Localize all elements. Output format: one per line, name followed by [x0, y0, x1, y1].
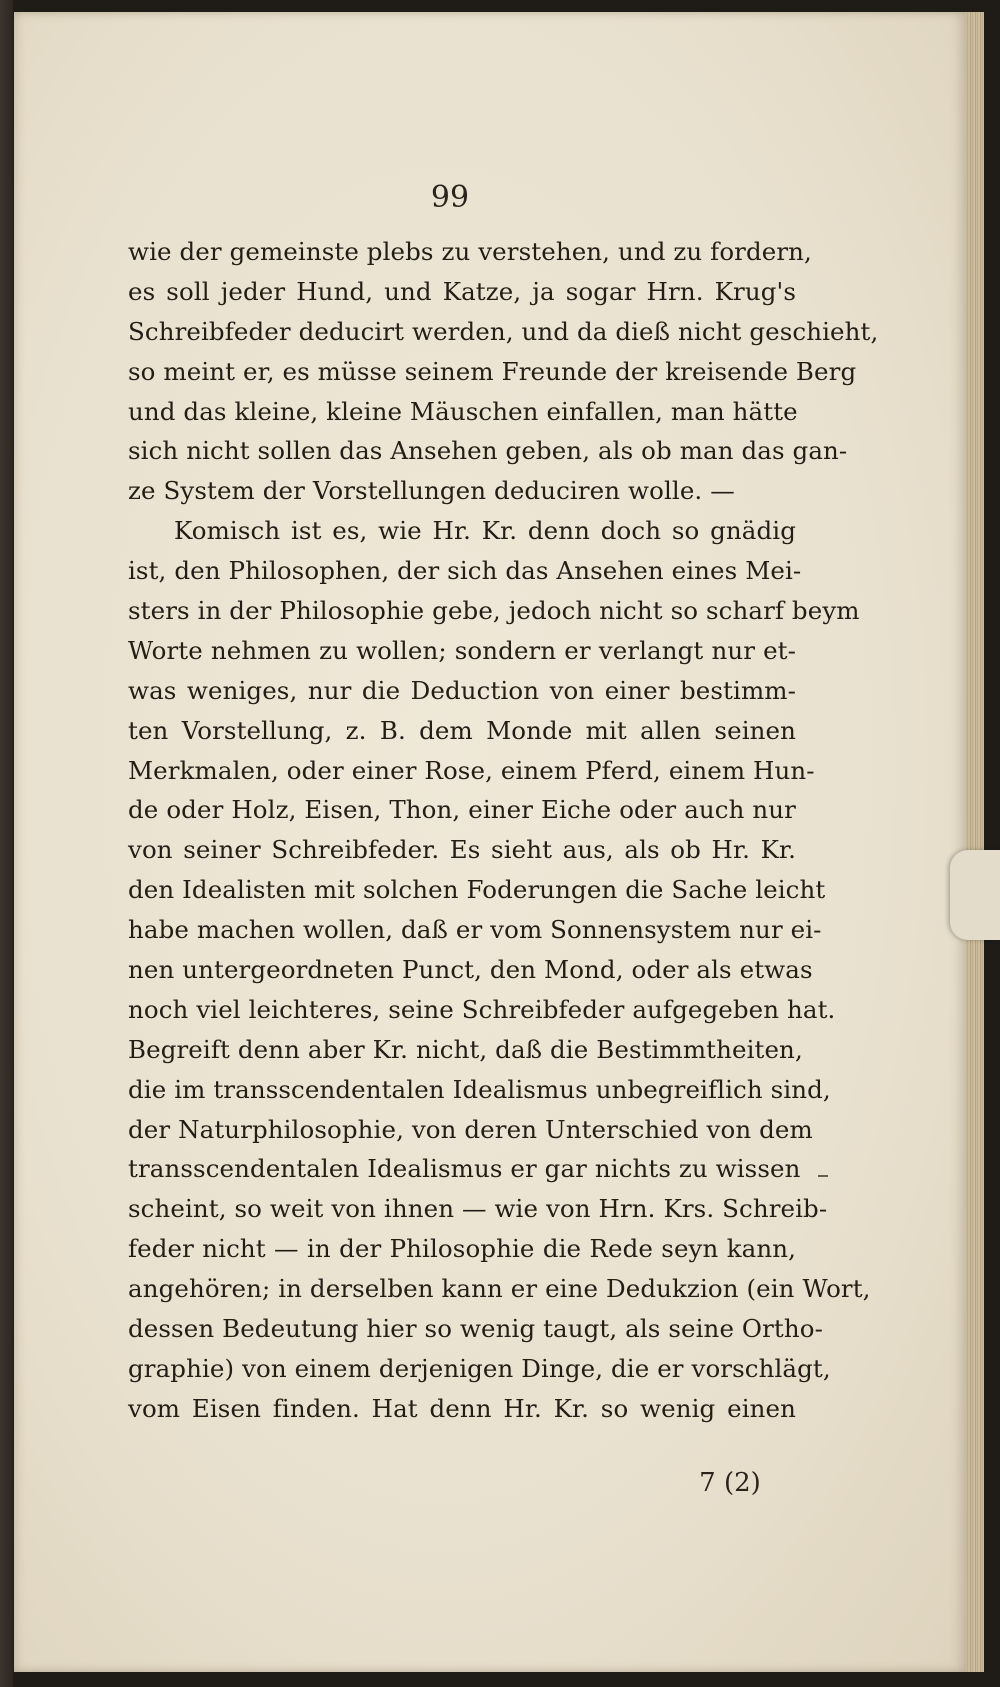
text-line: und das kleine, kleine Mäuschen einfallen, man hätte	[128, 396, 798, 426]
text-line: so meint er, es müsse seinem Freunde der kreisende Berg	[128, 356, 857, 386]
text-line: sich nicht sollen das Ansehen geben, als ob man das gan-	[128, 436, 848, 466]
text-line: de oder Holz, Eisen, Thon, einer Eiche oder auch nur	[128, 795, 796, 825]
text-line: graphie) von einem derjenigen Dinge, die er vorschlägt,	[128, 1353, 831, 1383]
text-line: es soll jeder Hund, und Katze, ja sogar Hrn. Krug's	[128, 276, 796, 306]
text-line: habe machen wollen, daß er vom Sonnensystem nur ei-	[128, 915, 822, 945]
text-line: was weniges, nur die Deduction von einer bestimm-	[128, 675, 796, 705]
page-tab	[950, 850, 1000, 940]
body-text	[128, 232, 879, 1429]
text-line: ten Vorstellung, z. B. dem Monde mit allen seinen	[128, 715, 796, 745]
text-line: transscendentalen Idealismus er gar nichts zu wissen	[128, 1154, 801, 1184]
text-line: Worte nehmen zu wollen; sondern er verlangt nur et-	[128, 635, 796, 665]
text-line: der Naturphilosophie, von deren Unterschied von dem	[128, 1114, 813, 1144]
text-line: wie der gemeinste plebs zu verstehen, und zu fordern,	[128, 237, 812, 266]
text-line: ze System der Vorstellungen deduciren wolle. —	[128, 476, 735, 506]
text-line: angehören; in derselben kann er eine Dedukzion (ein Wort,	[128, 1274, 871, 1304]
text-line: Schreibfeder deducirt werden, und da dieß nicht geschieht,	[128, 316, 879, 346]
signature-mark: 7 (2)	[699, 1468, 761, 1498]
text-line: Merkmalen, oder einer Rose, einem Pferd, einem Hun-	[128, 755, 815, 785]
text-line: noch viel leichteres, seine Schreibfeder aufgegeben hat.	[128, 994, 836, 1024]
text-line: vom Eisen finden. Hat denn Hr. Kr. so wenig einen	[128, 1393, 796, 1423]
text-line: dessen Bedeutung hier so wenig taugt, als seine Ortho-	[128, 1314, 823, 1344]
text-line: feder nicht — in der Philosophie die Rede seyn kann,	[128, 1234, 796, 1264]
text-line: die im transscendentalen Idealismus unbegreiflich sind,	[128, 1074, 831, 1104]
margin-mark	[818, 1175, 828, 1177]
text-line: den Idealisten mit solchen Foderungen die Sache leicht	[128, 875, 826, 905]
page-edges	[966, 12, 984, 1672]
text-line: sters in der Philosophie gebe, jedoch nicht so scharf beym	[128, 596, 860, 626]
text-line: scheint, so weit von ihnen — wie von Hrn. Krs. Schreib-	[128, 1194, 828, 1224]
text-line: ist, den Philosophen, der sich das Ansehen eines Mei-	[128, 556, 802, 586]
text-line: Begreift denn aber Kr. nicht, daß die Bestimmtheiten,	[128, 1034, 803, 1064]
text-line: Komisch ist es, wie Hr. Kr. denn doch so gnädig	[174, 516, 796, 546]
page-number: 99	[430, 180, 470, 215]
text-line: nen untergeordneten Punct, den Mond, oder als etwas	[128, 955, 813, 985]
text-line: von seiner Schreibfeder. Es sieht aus, als ob Hr. Kr.	[128, 835, 796, 865]
